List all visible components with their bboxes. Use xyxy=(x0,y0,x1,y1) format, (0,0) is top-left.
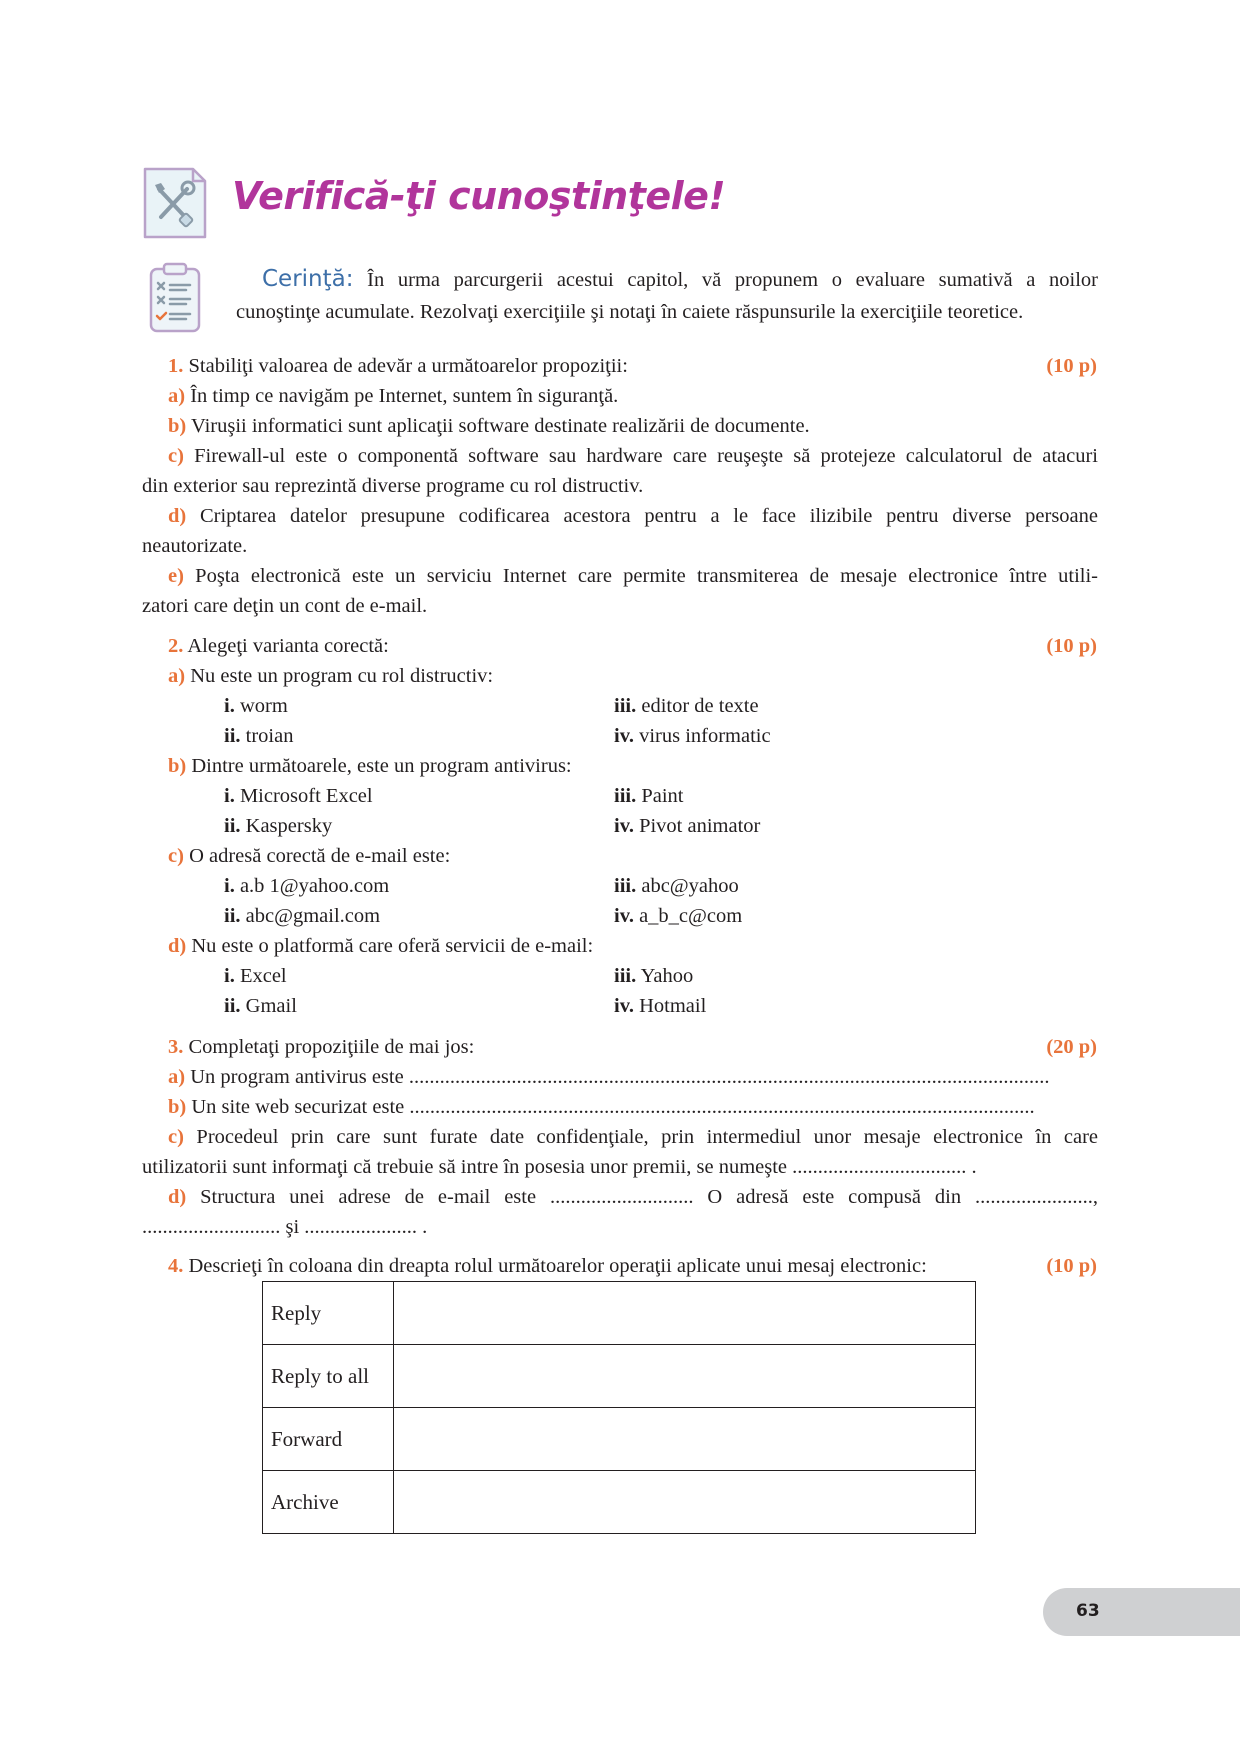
table-row xyxy=(263,1345,976,1408)
q2-c-option-ii: ii. abc@gmail.com xyxy=(224,905,381,927)
q2-heading xyxy=(168,631,1126,661)
tools-icon xyxy=(141,167,207,241)
q2-d-option-iv: iv. Hotmail xyxy=(614,995,707,1017)
intro-text-1: În urma parcurgerii acestui capitol, vă propunem o evaluare sumativă a noilor xyxy=(367,269,1099,291)
intro-line-2: cunoştinţe acumulate. Rezolvaţi exerciţiile şi notaţi în caiete răspunsurile la exerciţiile teoretice. xyxy=(236,301,1024,323)
table-row xyxy=(263,1282,976,1345)
q2-d-label: d) xyxy=(168,935,187,957)
q1-item-c-cont: din exterior sau reprezintă diverse programe cu rol distructiv. xyxy=(142,475,644,497)
q2-text: Alegeţi varianta corectă: xyxy=(187,635,389,657)
q1-item-d-cont: neautorizate. xyxy=(142,535,248,557)
q2-a-option-ii: ii. troian xyxy=(224,725,294,747)
q1-item-b xyxy=(168,411,1126,441)
q2-item-d xyxy=(168,931,1126,961)
page-number-tab xyxy=(1043,1588,1240,1636)
q2-b-option-i: i. Microsoft Excel xyxy=(224,785,373,807)
answer-cell[interactable] xyxy=(394,1282,976,1345)
operation-name: Reply to all xyxy=(263,1345,394,1408)
page-title: Verifică-ţi cunoştinţele! xyxy=(232,174,726,218)
q2-c-option-iii: iii. abc@yahoo xyxy=(614,875,739,897)
q3-c-label: c) xyxy=(168,1126,184,1148)
operations-table xyxy=(262,1281,976,1534)
q3-item-b xyxy=(168,1092,1098,1122)
q1-d-text: Criptarea datelor presupune codificarea acestora pentru a le face ilizibile pentru diverse persoane xyxy=(199,505,1099,527)
q2-d-text: Nu este o platformă care oferă servicii de e-mail: xyxy=(191,935,594,957)
q2-d-option-iii: iii. Yahoo xyxy=(614,965,694,987)
q3-item-a xyxy=(168,1062,1098,1092)
q2-item-a xyxy=(168,661,1126,691)
q2-c-option-iv: iv. a_b_c@com xyxy=(614,905,743,927)
q3-item-d xyxy=(168,1182,1098,1212)
q4-number: 4. xyxy=(168,1255,184,1277)
q3-heading xyxy=(168,1032,1126,1062)
q2-c-option-i: i. a.b 1@yahoo.com xyxy=(224,875,390,897)
intro-line-1 xyxy=(262,264,1098,295)
operation-name: Reply xyxy=(263,1282,394,1345)
q3-d-label: d) xyxy=(168,1186,187,1208)
q1-c-text: Firewall-ul este o componentă software sau hardware care reuşeşte să protejeze calculatorul de atacuri xyxy=(194,445,1099,467)
q2-a-option-iv: iv. virus informatic xyxy=(614,725,771,747)
q2-number: 2. xyxy=(168,635,184,657)
q1-e-text: Poşta electronică este un serviciu Internet care permite transmiterea de mesaje electronice între utili- xyxy=(195,565,1099,587)
q3-a-text: Un program antivirus este ............................................................................................................................. xyxy=(190,1066,1050,1088)
q2-a-option-i: i. worm xyxy=(224,695,288,717)
q2-b-option-iii: iii. Paint xyxy=(614,785,684,807)
q2-item-c xyxy=(168,841,1126,871)
answer-cell[interactable] xyxy=(394,1345,976,1408)
q3-item-d-cont: ........................... şi ...................... . xyxy=(142,1216,428,1238)
q2-a-label: a) xyxy=(168,665,186,687)
q1-item-c xyxy=(168,441,1098,471)
q1-item-e xyxy=(168,561,1098,591)
table-row xyxy=(263,1408,976,1471)
q2-b-label: b) xyxy=(168,755,187,777)
q1-item-d xyxy=(168,501,1098,531)
q4-heading xyxy=(168,1251,1126,1281)
q3-points: (20 p) xyxy=(1046,1036,1097,1058)
q1-text: Stabiliţi valoarea de adevăr a următoarelor propoziţii: xyxy=(188,355,628,377)
q1-points: (10 p) xyxy=(1046,355,1097,377)
q1-a-label: a) xyxy=(168,385,186,407)
q2-c-text: O adresă corectă de e-mail este: xyxy=(189,845,451,867)
q1-number: 1. xyxy=(168,355,184,377)
q1-b-label: b) xyxy=(168,415,187,437)
q1-b-text: Viruşii informatici sunt aplicaţii software destinate realizării de documente. xyxy=(191,415,810,437)
q4-text: Descrieţi în coloana din dreapta rolul următoarelor operaţii aplicate unui mesaj electronic: xyxy=(188,1255,927,1277)
q2-b-text: Dintre următoarele, este un program antivirus: xyxy=(191,755,572,777)
answer-cell[interactable] xyxy=(394,1408,976,1471)
answer-cell[interactable] xyxy=(394,1471,976,1534)
page-number: 63 xyxy=(1076,1601,1100,1621)
requirement-label: Cerinţă: xyxy=(262,266,354,292)
operation-name: Forward xyxy=(263,1408,394,1471)
q3-item-c-cont: utilizatorii sunt informaţi că trebuie să intre în posesia unor premii, se numeşte .................................. . xyxy=(142,1156,977,1178)
q1-item-e-cont: zatori care deţin un cont de e-mail. xyxy=(142,595,428,617)
q1-c-label: c) xyxy=(168,445,184,467)
q2-a-text: Nu este un program cu rol distructiv: xyxy=(190,665,494,687)
q2-a-option-iii: iii. editor de texte xyxy=(614,695,759,717)
q2-d-option-i: i. Excel xyxy=(224,965,287,987)
q3-b-text: Un site web securizat este .......................................................................................................................... xyxy=(191,1096,1035,1118)
q1-d-label: d) xyxy=(168,505,187,527)
q3-b-label: b) xyxy=(168,1096,187,1118)
operation-name: Archive xyxy=(263,1471,394,1534)
q2-c-label: c) xyxy=(168,845,184,867)
q3-c-text: Procedeul prin care sunt furate date confidenţiale, prin intermediul unor mesaje electronice în care xyxy=(196,1126,1098,1148)
q1-item-a xyxy=(168,381,1126,411)
q3-d-text: Structura unei adrese de e-mail este ............................ O adresă este compusă din ......................., xyxy=(200,1186,1099,1208)
q3-a-label: a) xyxy=(168,1066,186,1088)
checklist-icon xyxy=(148,261,202,333)
q3-item-c xyxy=(168,1122,1098,1152)
q1-a-text: În timp ce navigăm pe Internet, suntem în siguranţă. xyxy=(190,385,619,407)
q1-e-label: e) xyxy=(168,565,184,587)
q2-b-option-iv: iv. Pivot animator xyxy=(614,815,761,837)
q2-b-option-ii: ii. Kaspersky xyxy=(224,815,333,837)
q3-text: Completaţi propoziţiile de mai jos: xyxy=(188,1036,475,1058)
q2-points: (10 p) xyxy=(1046,635,1097,657)
q2-item-b xyxy=(168,751,1126,781)
q3-number: 3. xyxy=(168,1036,184,1058)
q1-heading xyxy=(168,351,1126,381)
table-row xyxy=(263,1471,976,1534)
q2-d-option-ii: ii. Gmail xyxy=(224,995,297,1017)
q4-points: (10 p) xyxy=(1046,1255,1097,1277)
